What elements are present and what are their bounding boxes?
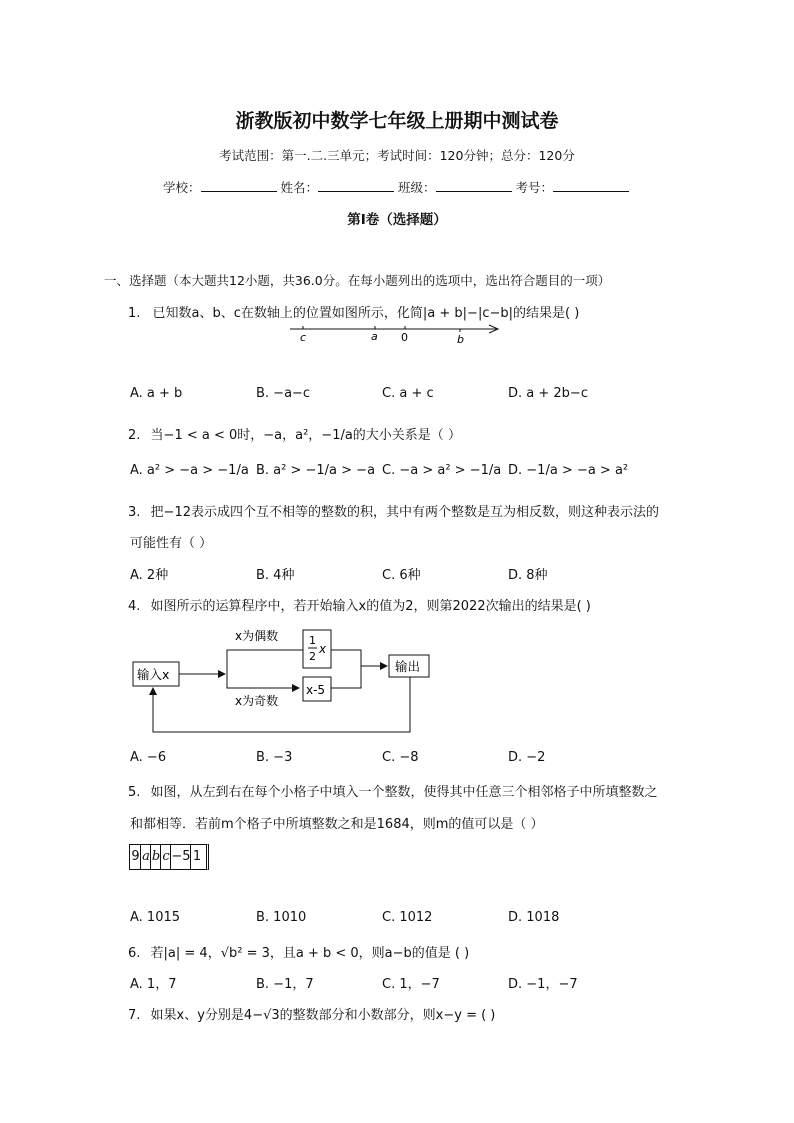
grid-cell: c: [160, 845, 171, 869]
question-stem-line1: 如图，从左到右在每个小格子中填入一个整数，使得其中任意三个相邻格子中所填整数之: [150, 785, 658, 800]
join-lines: [331, 650, 361, 688]
number-label: 考号：: [515, 180, 554, 195]
option-d[interactable]: D. −1/a > −a > a²: [508, 463, 629, 478]
school-label: 学校：: [163, 180, 201, 195]
student-info-row: [163, 178, 629, 196]
option-a[interactable]: A. a² > −a > −1/a: [130, 463, 249, 478]
school-blank[interactable]: [201, 179, 277, 192]
option-a[interactable]: A. 2种: [130, 568, 169, 583]
half-box: [303, 630, 331, 668]
question-7: [128, 1004, 495, 1023]
page-title: 浙教版初中数学七年级上册期中测试卷: [235, 110, 559, 132]
question-number: 4.: [128, 599, 141, 614]
volume-heading: 第Ⅰ卷（选择题）: [347, 212, 447, 228]
half-x: x: [319, 642, 327, 656]
option-d[interactable]: D. a + 2b−c: [508, 386, 588, 401]
grid-cell: a: [140, 845, 151, 869]
option-a[interactable]: A. −6: [130, 750, 167, 765]
option-c[interactable]: C. 6种: [382, 568, 421, 583]
odd-label: x为奇数: [235, 694, 279, 708]
question-stem-line2: 和都相等．若前m个格子中所填整数之和是1684，则m的值可以是（ ）: [130, 817, 544, 832]
question-2: [128, 424, 461, 443]
class-blank[interactable]: [436, 179, 512, 192]
option-a[interactable]: A. 1015: [130, 910, 181, 925]
grid-cell: 9: [129, 845, 141, 869]
loop-back-line: [153, 677, 410, 732]
split-lines: [227, 650, 303, 688]
grid-cell: b: [150, 845, 161, 869]
split-lines-lower: [227, 650, 299, 688]
question-number: 1.: [128, 306, 141, 321]
name-label: 姓名：: [280, 180, 319, 195]
question-stem: 若|a| = 4，√b² = 3，且a + b < 0，则a−b的值是 ( ): [150, 946, 470, 961]
grid-cell: −5: [170, 845, 191, 869]
option-d[interactable]: D. 1018: [508, 910, 560, 925]
option-d[interactable]: D. −2: [508, 750, 546, 765]
option-d[interactable]: D. −1，−7: [508, 977, 578, 992]
option-a[interactable]: A. a + b: [130, 386, 183, 401]
option-b[interactable]: B. −3: [256, 750, 293, 765]
question-number: 5.: [128, 785, 141, 800]
question-stem-line2: 可能性有（ ）: [130, 536, 213, 551]
label-b: b: [457, 333, 464, 346]
option-c[interactable]: C. 1，−7: [382, 977, 440, 992]
question-stem: 已知数a、b、c在数轴上的位置如图所示，化简|a + b|−|c−b|的结果是( ): [152, 306, 580, 321]
name-blank[interactable]: [318, 179, 394, 192]
exam-info: 考试范围：第一.二.三单元；考试时间：120分钟；总分：120分: [219, 148, 575, 163]
question-stem: 如果x、y分别是4−√3的整数部分和小数部分，则x−y = ( ): [150, 1008, 496, 1023]
half-numerator: 1: [309, 634, 316, 647]
option-a[interactable]: A. 1，7: [130, 977, 177, 992]
question-number: 6.: [128, 946, 141, 961]
even-label: x为偶数: [235, 629, 279, 643]
question-number: 2.: [128, 428, 141, 443]
option-c[interactable]: C. a + c: [382, 386, 434, 401]
flow-diagram: [125, 620, 445, 740]
output-label: 输出: [395, 659, 421, 674]
option-b[interactable]: B. −a−c: [256, 386, 311, 401]
option-b[interactable]: B. 4种: [256, 568, 295, 583]
option-c[interactable]: C. −8: [382, 750, 419, 765]
half-denominator: 2: [309, 650, 316, 663]
label-c: c: [300, 331, 307, 344]
question-1: [128, 302, 579, 321]
question-stem-line1: 把−12表示成四个互不相等的整数的积，其中有两个整数是互为相反数，则这种表示法的: [150, 505, 659, 520]
question-stem: 如图所示的运算程序中，若开始输入x的值为2，则第2022次输出的结果是( ): [150, 599, 591, 614]
label-zero: 0: [401, 331, 408, 344]
option-c[interactable]: C. 1012: [382, 910, 433, 925]
question-4: [128, 595, 591, 614]
number-blank[interactable]: [553, 179, 629, 192]
question-stem: 当−1 < a < 0时，−a，a²，−1/a的大小关系是（ ）: [150, 428, 461, 443]
question-3: [128, 501, 659, 520]
question-6: [128, 942, 469, 961]
question-5: [128, 781, 658, 800]
label-a: a: [371, 330, 378, 343]
input-label: 输入x: [137, 667, 170, 682]
class-label: 班级：: [398, 180, 436, 195]
option-b[interactable]: B. 1010: [256, 910, 307, 925]
option-b[interactable]: B. −1，7: [256, 977, 314, 992]
grid-strip: [129, 844, 209, 870]
number-line-figure: [285, 320, 505, 352]
option-d[interactable]: D. 8种: [508, 568, 548, 583]
option-c[interactable]: C. −a > a² > −1/a: [382, 463, 502, 478]
question-number: 3.: [128, 505, 141, 520]
grid-cell: 1: [190, 845, 203, 869]
minus5-label: x-5: [306, 683, 326, 697]
question-number: 7.: [128, 1008, 141, 1023]
option-b[interactable]: B. a² > −1/a > −a: [256, 463, 376, 478]
section-heading: 一、选择题（本大题共12小题，共36.0分。在每小题列出的选项中，选出符合题目的一项）: [104, 273, 611, 288]
